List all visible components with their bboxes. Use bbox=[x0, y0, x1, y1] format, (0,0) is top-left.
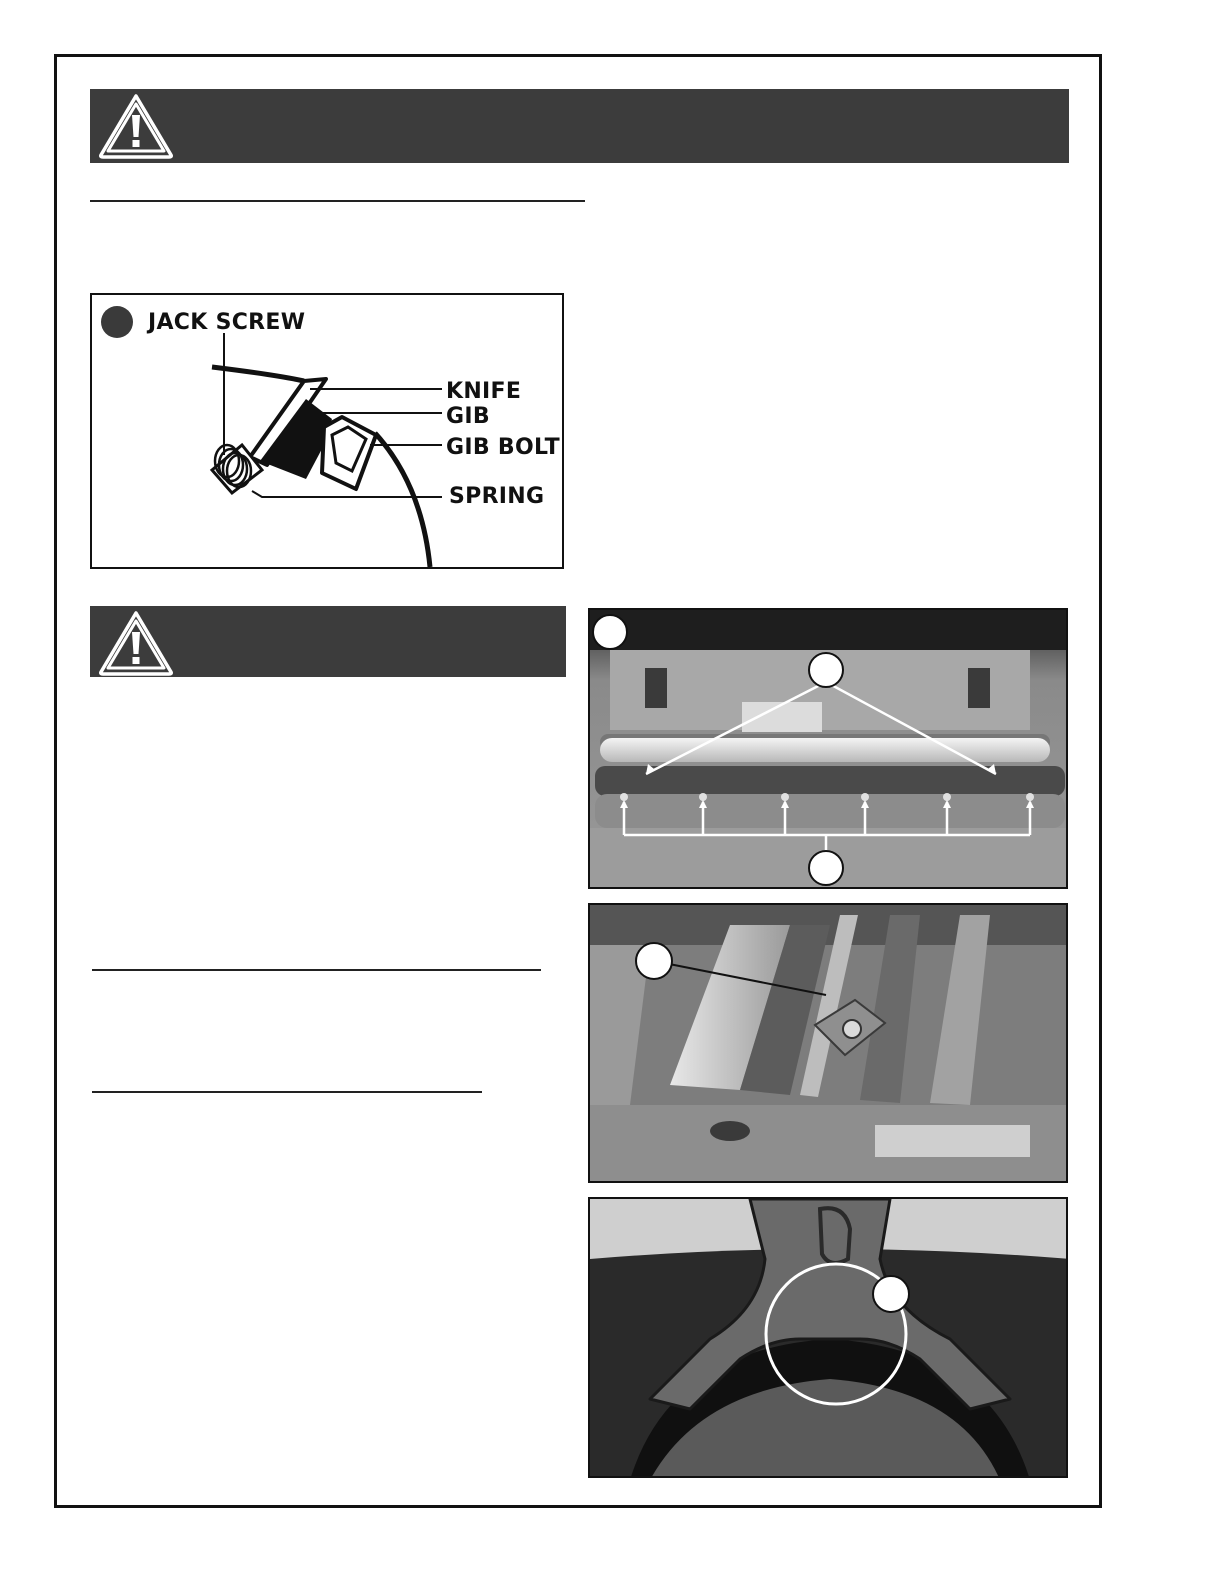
jack-screw-figure bbox=[90, 293, 564, 569]
label-spring: SPRING bbox=[449, 484, 545, 509]
warning-banner-top bbox=[90, 89, 1069, 163]
section-rule-3 bbox=[92, 1091, 482, 1093]
label-jack-screw: JACK SCREW bbox=[148, 310, 306, 335]
photo-cutterhead-gib-bolts bbox=[588, 608, 1068, 889]
section-rule-2 bbox=[92, 969, 541, 971]
label-gib: GIB bbox=[446, 404, 490, 429]
photo-cutterhead-guard bbox=[588, 903, 1068, 1183]
warning-triangle-icon bbox=[98, 610, 174, 676]
warning-triangle-icon bbox=[98, 93, 174, 159]
label-gib-bolt: GIB BOLT bbox=[446, 435, 560, 460]
photo-wrench-jack-screw bbox=[588, 1197, 1068, 1478]
cutterhead-diagram bbox=[92, 295, 566, 571]
figure-callout-dot bbox=[101, 306, 133, 338]
section-rule-1 bbox=[90, 200, 585, 202]
label-knife: KNIFE bbox=[446, 379, 522, 404]
warning-banner-middle bbox=[90, 606, 566, 677]
